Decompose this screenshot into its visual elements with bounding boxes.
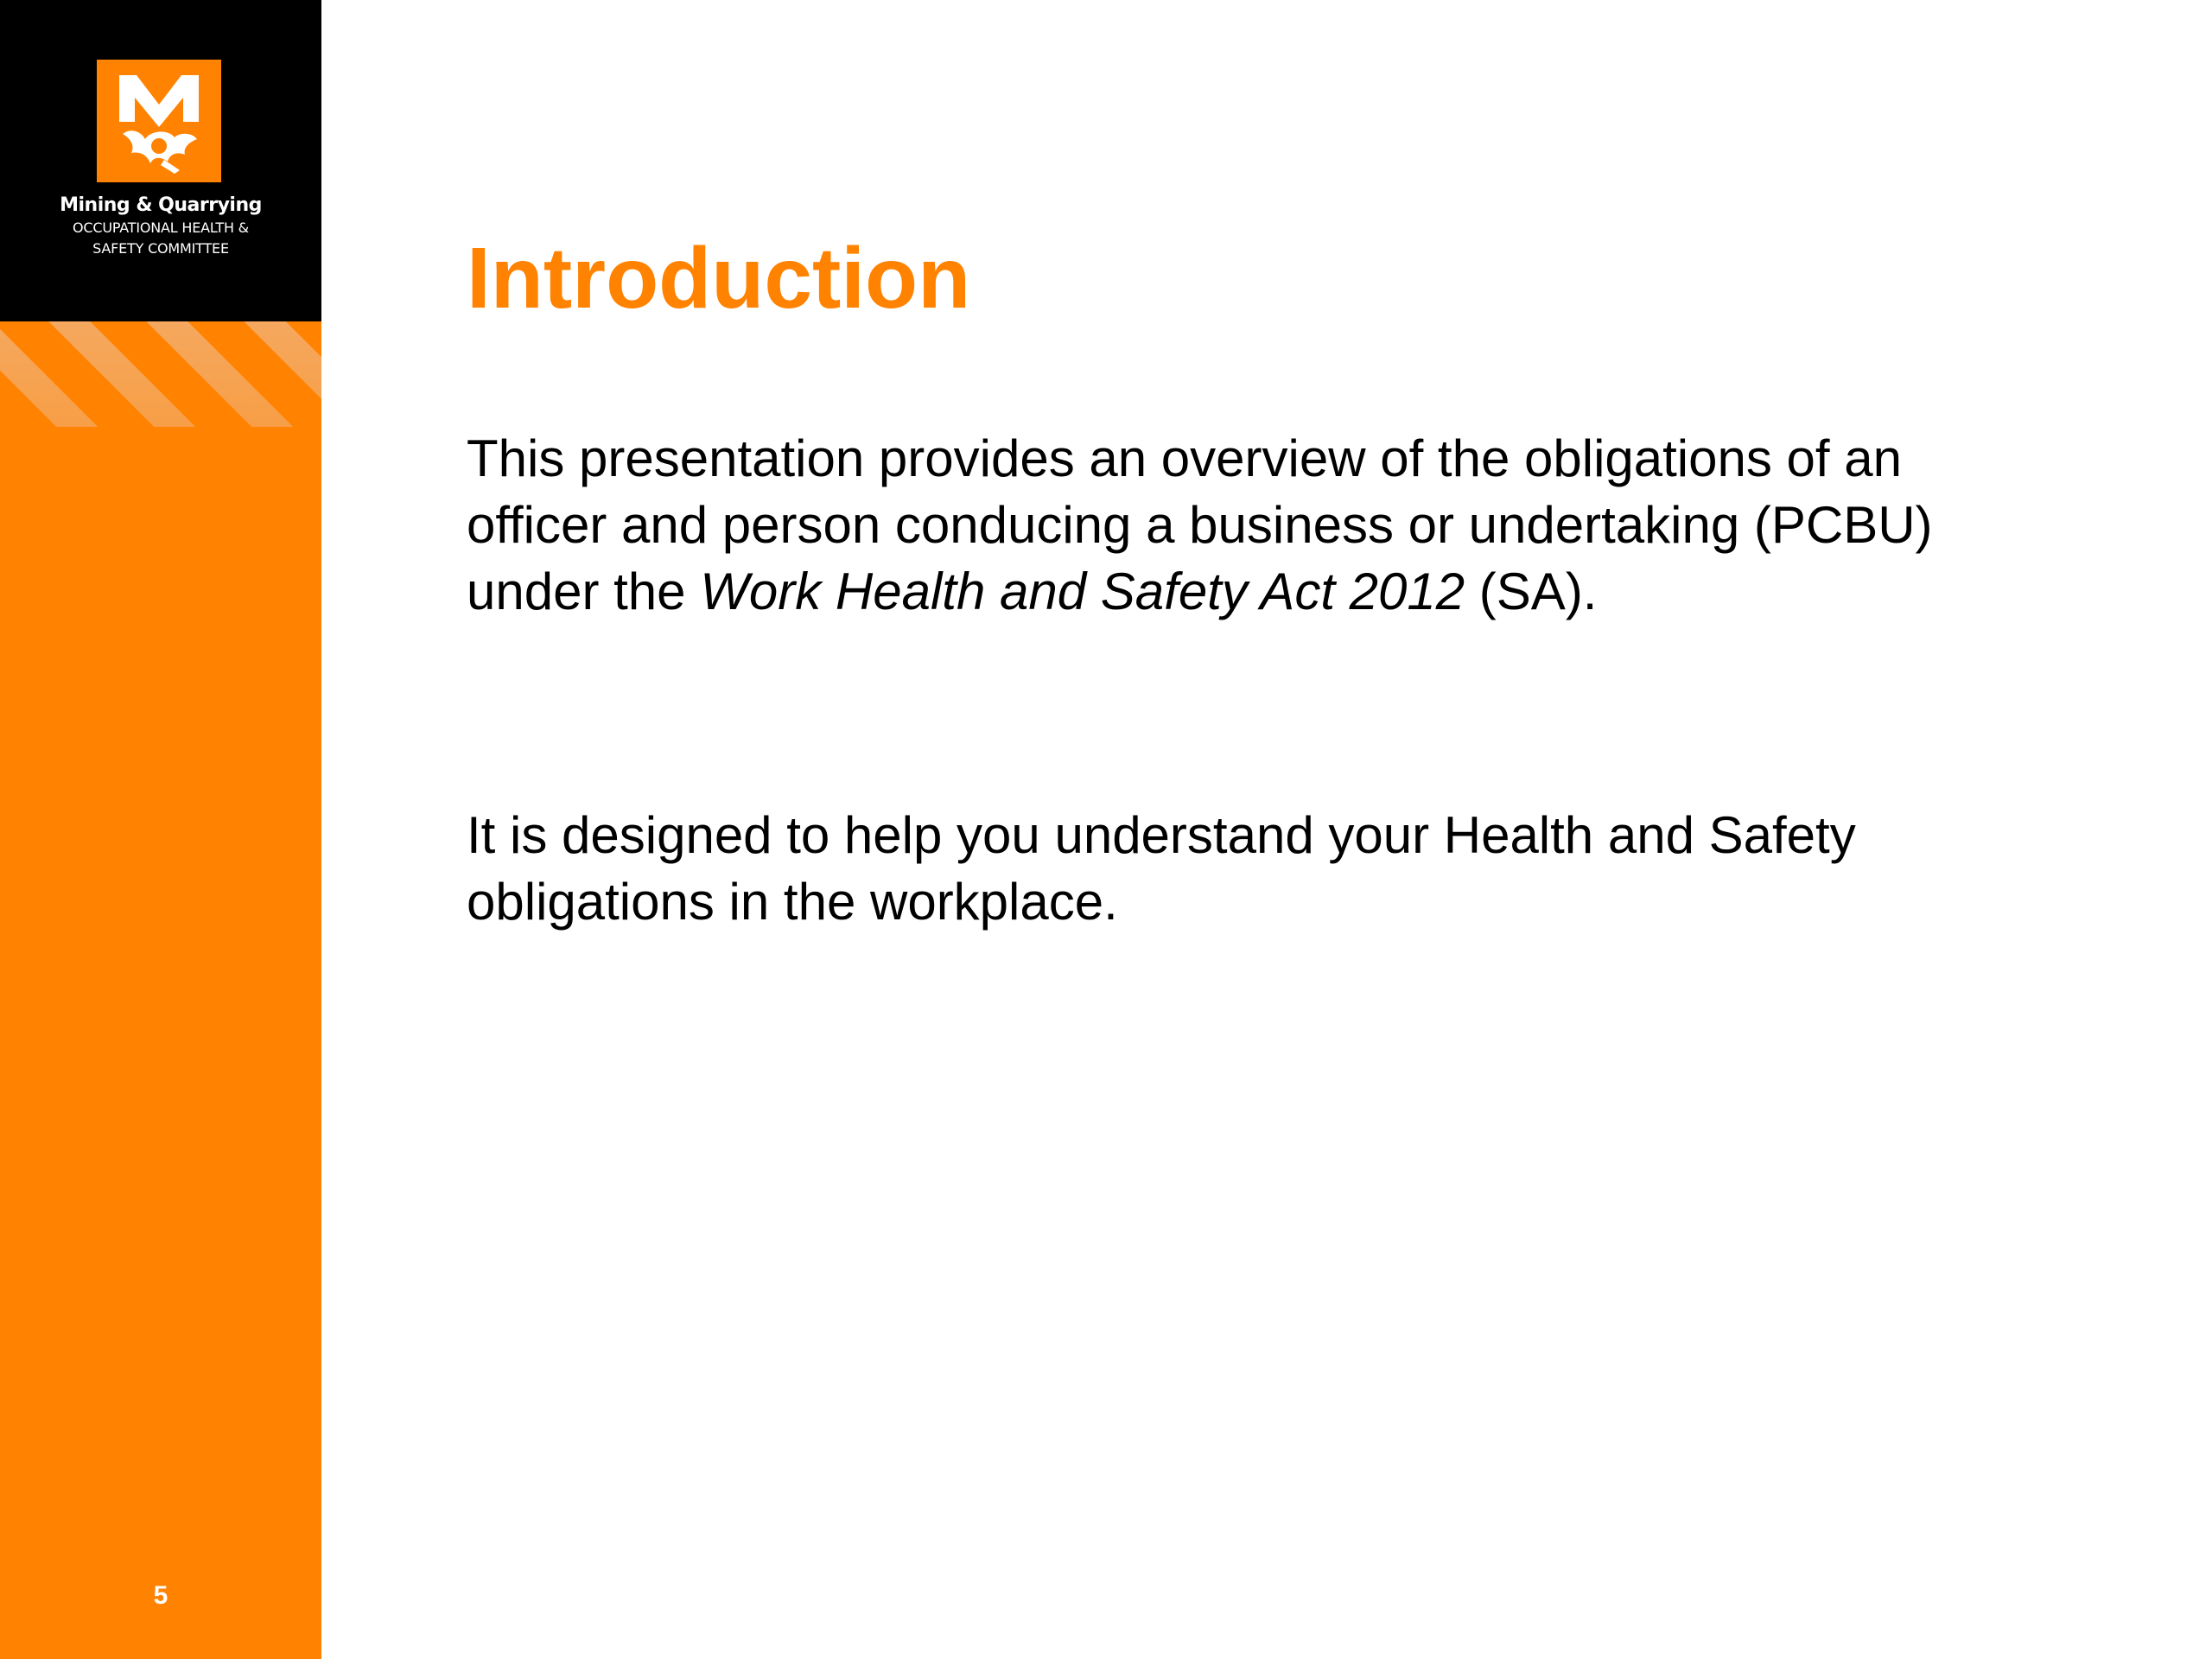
act-title: Work Health and Safety Act 2012 (700, 563, 1465, 620)
purpose-line-2: obligations in the workplace. (467, 873, 1118, 931)
logo-line-occupational-health: OCCUPATIONAL HEALTH & (73, 219, 249, 236)
hazard-stripes-fade (0, 321, 321, 427)
logo-line-safety-committee: SAFETY COMMITTEE (92, 240, 229, 257)
logo-panel (0, 0, 321, 321)
purpose-line-1: It is designed to help you understand your Health and Safety (467, 806, 1856, 864)
intro-paragraph (467, 425, 2143, 625)
mining-logo-icon (97, 60, 221, 182)
intro-line-2: officer and person conducing a business or undertaking (PCBU) (467, 496, 1933, 554)
intro-line-1: This presentation provides an overview of the obligations of an (467, 429, 1902, 487)
purpose-paragraph (467, 802, 2143, 935)
logo-mark (97, 60, 221, 182)
slide-title: Introduction (467, 230, 971, 327)
page-number: 5 (153, 1581, 168, 1610)
logo-wordmark (0, 194, 321, 259)
intro-line-3 (467, 558, 2143, 625)
intro-line-3-after: (SA). (1465, 563, 1598, 620)
logo-line-mining-quarrying: Mining & Quarrying (60, 194, 262, 216)
intro-line-3-before: under the (467, 563, 701, 620)
sidebar (0, 0, 321, 1659)
